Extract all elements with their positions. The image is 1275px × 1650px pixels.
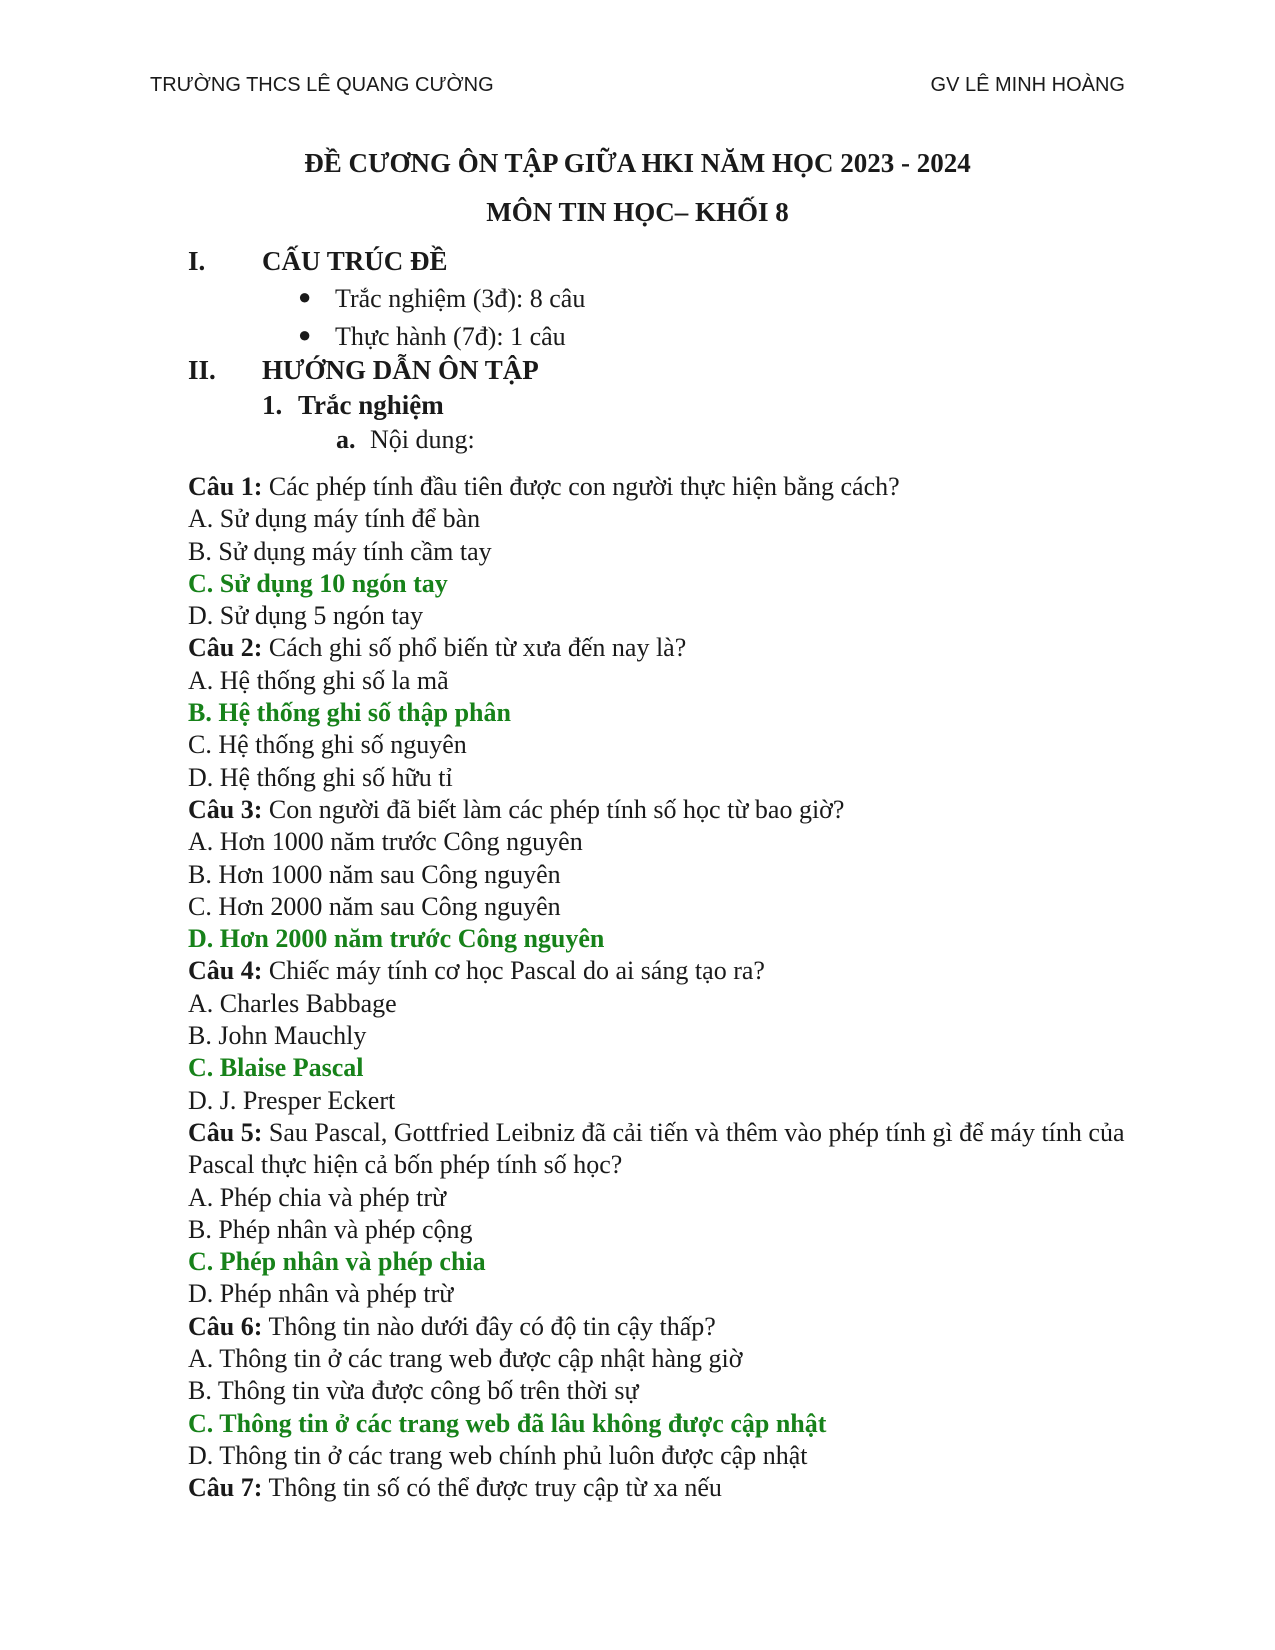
subsection-content: [336, 425, 475, 455]
page-header: [150, 74, 1125, 104]
document-subtitle: MÔN TIN HỌC– KHỐI 8: [486, 197, 789, 227]
section-heading: CẤU TRÚC ĐỀ: [262, 246, 448, 276]
answer-option: A. Hệ thống ghi số la mã: [188, 665, 449, 695]
question-text: Cách ghi số phổ biến từ xưa đến nay là?: [268, 633, 687, 663]
section-heading: HƯỚNG DẪN ÔN TẬP: [262, 355, 539, 385]
question-label: Câu 6:: [188, 1311, 263, 1341]
answer-option: D. Hệ thống ghi số hữu tỉ: [188, 762, 453, 792]
subsection-heading: Trắc nghiệm: [298, 390, 444, 420]
question-text: Chiếc máy tính cơ học Pascal do ai sáng tạo ra?: [268, 956, 765, 986]
question-text: Thông tin nào dưới đây có độ tin cậy thấp?: [268, 1311, 716, 1341]
answer-option: C. Hơn 2000 năm sau Công nguyên: [188, 891, 561, 921]
answer-option: A. Phép chia và phép trừ: [188, 1182, 447, 1212]
question-7: [188, 1472, 1128, 1504]
bullet-text: Trắc nghiệm (3đ): 8 câu: [335, 284, 586, 313]
section-number: I.: [188, 246, 206, 276]
question-label: Câu 5:: [188, 1117, 263, 1147]
question-1: [188, 471, 1128, 632]
bullet-icon: ●: [298, 322, 312, 347]
answer-option: B. Sử dụng máy tính cầm tay: [188, 536, 492, 566]
answer-option: B. John Mauchly: [188, 1021, 367, 1051]
document-title: ĐỀ CƯƠNG ÔN TẬP GIỮA HKI NĂM HỌC 2023 - 2024: [304, 148, 971, 178]
answer-option: A. Sử dụng máy tính để bàn: [188, 504, 481, 534]
section-number: II.: [188, 355, 216, 385]
question-label: Câu 3:: [188, 794, 263, 824]
question-text: Sau Pascal, Gottfried Leibniz đã cải tiến và thêm vào phép tính gì để máy tính của Pascal thực hiện cả bốn phép tính số học?: [188, 1117, 1125, 1180]
answer-option: A. Charles Babbage: [188, 988, 397, 1018]
answer-option: B. Phép nhân và phép cộng: [188, 1214, 473, 1244]
correct-answer: C. Sử dụng 10 ngón tay: [188, 568, 448, 598]
question-label: Câu 7:: [188, 1473, 263, 1503]
subsection-label: Nội dung:: [370, 425, 475, 454]
answer-option: A. Thông tin ở các trang web được cập nhật hàng giờ: [188, 1344, 743, 1374]
answer-option: B. Hơn 1000 năm sau Công nguyên: [188, 859, 561, 889]
question-6: [188, 1311, 1128, 1472]
question-label: Câu 2:: [188, 633, 263, 663]
question-3: [188, 794, 1128, 955]
question-list: [188, 471, 1128, 1505]
correct-answer: C. Blaise Pascal: [188, 1053, 364, 1083]
question-text: Thông tin số có thể được truy cập từ xa nếu: [268, 1473, 722, 1503]
answer-option: D. Phép nhân và phép trừ: [188, 1279, 454, 1309]
correct-answer: C. Thông tin ở các trang web đã lâu không được cập nhật: [188, 1408, 827, 1438]
answer-option: D. Sử dụng 5 ngón tay: [188, 601, 424, 631]
answer-option: C. Hệ thống ghi số nguyên: [188, 730, 467, 760]
question-label: Câu 1:: [188, 472, 263, 501]
teacher-name: GV LÊ MINH HOÀNG: [930, 74, 1125, 96]
school-name: TRƯỜNG THCS LÊ QUANG CƯỜNG: [150, 74, 494, 96]
correct-answer: D. Hơn 2000 năm trước Công nguyên: [188, 924, 605, 954]
question-text: Con người đã biết làm các phép tính số học từ bao giờ?: [268, 794, 845, 824]
answer-option: D. Thông tin ở các trang web chính phủ luôn được cập nhật: [188, 1440, 808, 1470]
correct-answer: C. Phép nhân và phép chia: [188, 1247, 486, 1277]
question-2: [188, 632, 1128, 793]
answer-option: A. Hơn 1000 năm trước Công nguyên: [188, 827, 583, 857]
bullet-text: Thực hành (7đ): 1 câu: [335, 322, 566, 351]
answer-option: D. J. Presper Eckert: [188, 1085, 396, 1115]
correct-answer: B. Hệ thống ghi số thập phân: [188, 698, 511, 728]
question-4: [188, 955, 1128, 1116]
question-5: [188, 1117, 1128, 1311]
bullet-icon: ●: [298, 284, 312, 309]
question-text: Các phép tính đầu tiên được con người thực hiện bằng cách?: [268, 472, 900, 501]
subsection-number: 1.: [262, 390, 283, 420]
subsection-letter: a.: [336, 425, 356, 454]
answer-option: B. Thông tin vừa được công bố trên thời sự: [188, 1376, 639, 1406]
question-label: Câu 4:: [188, 956, 263, 986]
